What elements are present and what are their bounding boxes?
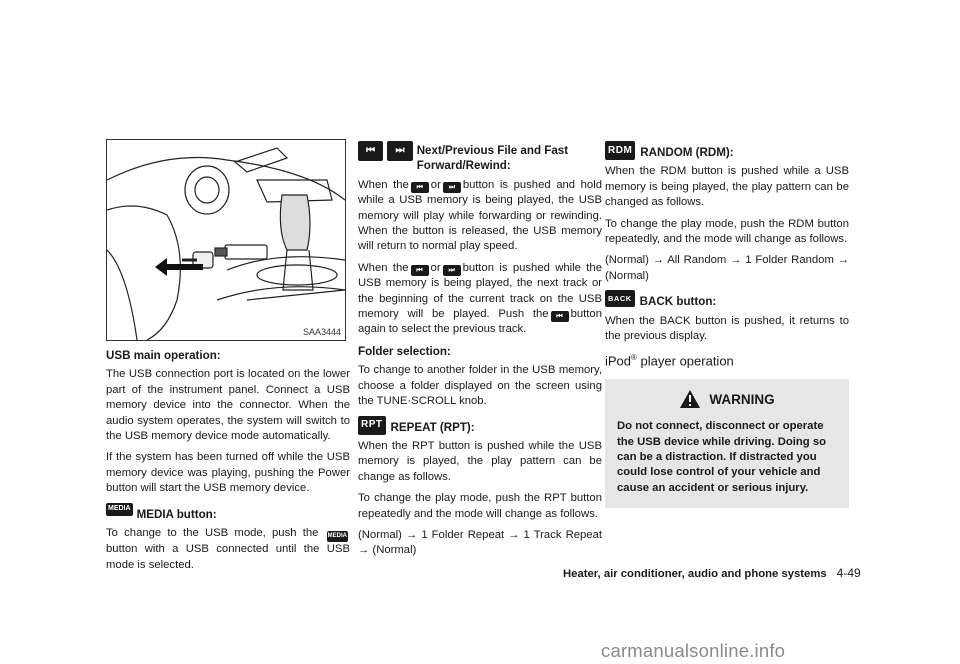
media-button-icon: MEDIA xyxy=(327,531,348,542)
left-column xyxy=(106,344,350,579)
rdm-paragraph-1: When the RDM button is pushed while a USB memory is being played, the play pattern can be changed as follows. xyxy=(605,165,849,209)
rpt-heading: RPT REPEAT (RPT): xyxy=(358,416,602,435)
console-drawing xyxy=(107,140,345,340)
figure-caption: SAA3444 xyxy=(302,327,341,337)
previous-track-icon: ⏮ xyxy=(411,265,429,276)
usb-paragraph-1: The USB connection port is located on the lower part of the instrument panel. Connect a USB memory device into the connector. When the audio system operates, the system will switch to the USB memory device mode automatically. xyxy=(106,368,350,443)
ff-heading: ⏮ ⏭ Next/Previous File and Fast Forward/Rewind: xyxy=(358,141,602,174)
warning-box xyxy=(605,379,849,508)
ipod-section-title: iPod® player operation xyxy=(605,353,734,369)
rdm-paragraph-3: (Normal) → All Random → 1 Folder Random → (Normal) xyxy=(605,254,849,282)
next-track-icon: ⏭ xyxy=(443,182,461,193)
folder-paragraph: To change to another folder in the USB memory, choose a folder displayed on the screen using the TUNE·SCROLL knob. xyxy=(358,364,602,408)
back-paragraph: When the BACK button is pushed, it returns to the previous display. xyxy=(605,314,849,343)
right-column xyxy=(605,141,849,508)
rpt-button-icon: RPT xyxy=(358,416,386,435)
usb-paragraph-2: If the system has been turned off while the USB memory device was playing, pushing the Power button will start the USB memory device. xyxy=(106,451,350,495)
media-heading: MEDIA MEDIA button: xyxy=(106,503,350,522)
page-number: 4-49 xyxy=(836,566,861,580)
media-button-icon: MEDIA xyxy=(106,503,133,516)
usb-port-illustration xyxy=(106,139,346,341)
rpt-paragraph-3: (Normal) → 1 Folder Repeat → 1 Track Repeat → (Normal) xyxy=(358,528,602,557)
ff-paragraph-2: When the ⏮ or ⏭ button is pushed while the USB memory is being played, the next track or the beginning of the current track on the USB memory will be played. Push the ⏮ button again to select the previous track. xyxy=(358,261,602,336)
rpt-paragraph-1: When the RPT button is pushed while the USB memory is played, the play pattern can be change as follows. xyxy=(358,439,602,483)
media-paragraph: To change to the USB mode, push the MEDIA button with a USB connected until the USB mode is selected. xyxy=(106,527,350,571)
warning-header: WARNING xyxy=(617,389,837,409)
rdm-heading: RDM RANDOM (RDM): xyxy=(605,141,849,160)
next-track-icon: ⏭ xyxy=(387,141,412,161)
folder-heading: Folder selection: xyxy=(358,344,451,358)
previous-track-icon: ⏮ xyxy=(411,182,429,193)
next-track-icon: ⏭ xyxy=(443,265,461,276)
middle-column xyxy=(358,141,602,565)
previous-track-icon: ⏮ xyxy=(358,141,383,161)
rpt-paragraph-2: To change the play mode, push the RPT button repeatedly and the mode will change as follows. xyxy=(358,492,602,520)
watermark: carmanualsonline.info xyxy=(601,640,786,661)
usb-heading: USB main operation: xyxy=(106,349,221,362)
back-heading: BACK BACK button: xyxy=(605,290,849,309)
footer-section-title: Heater, air conditioner, audio and phone systems xyxy=(563,568,827,580)
back-button-icon: BACK xyxy=(605,290,635,307)
rdm-button-icon: RDM xyxy=(605,141,635,160)
page-footer xyxy=(563,566,861,580)
previous-track-icon: ⏮ xyxy=(551,311,569,322)
rdm-paragraph-2: To change the play mode, push the RDM button repeatedly, and the mode will change as follows. xyxy=(605,217,849,246)
warning-text: Do not connect, disconnect or operate the USB device while driving. Doing so can be a distraction. If distracted you could lose control of your vehicle and cause an accident or serious injury. xyxy=(617,420,827,494)
ff-paragraph-1: When the ⏮ or ⏭ button is pushed and hold while a USB memory is being played, the USB memory will play while forwarding or rewinding. When the button is released, the USB memory will return to normal play speed. xyxy=(358,178,602,253)
warning-triangle-icon xyxy=(679,389,701,409)
